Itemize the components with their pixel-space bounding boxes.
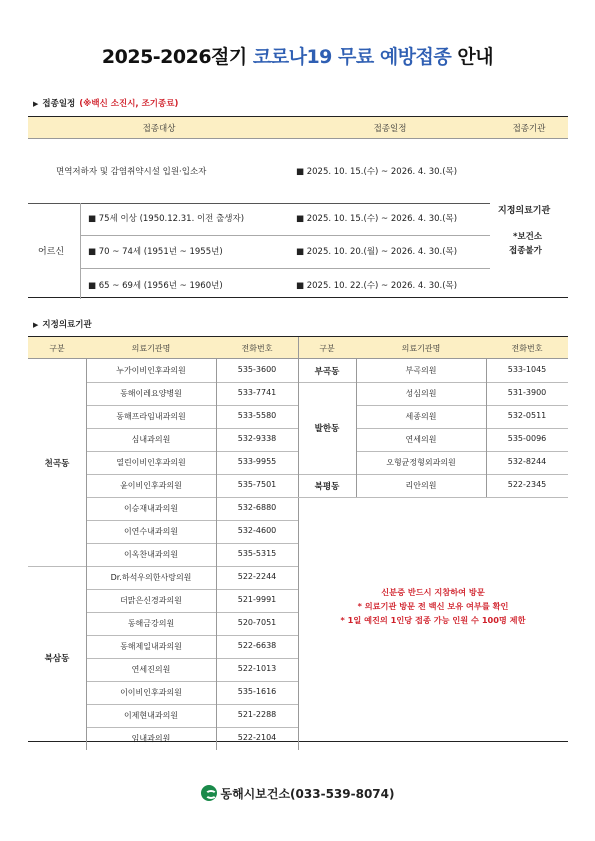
header-district-right: 구분 — [319, 344, 335, 353]
triangle-right-icon: ▶ — [33, 100, 39, 108]
district-label: 북평동 — [314, 481, 340, 492]
clinic-phone: 522-6638 — [237, 641, 277, 650]
header-institution: 접종기관 — [512, 124, 546, 134]
schedule-row-4-target: ■ 65 ~ 69세 (1956년 ~ 1960년) — [88, 281, 223, 291]
column-divider — [86, 359, 87, 750]
page-title — [0, 42, 595, 69]
footer — [0, 785, 595, 802]
table-row — [28, 589, 298, 612]
clinic-table — [28, 336, 568, 742]
clinic-phone: 532-9338 — [237, 434, 277, 443]
header-target: 접종대상 — [142, 124, 176, 134]
clinic-name: 동해금강의원 — [127, 619, 175, 628]
schedule-row-4-period: ■ 2025. 10. 22.(수) ~ 2026. 4. 30.(목) — [296, 281, 458, 291]
schedule-table-header — [28, 117, 568, 139]
clinic-name: 이제현내과의원 — [123, 711, 179, 720]
clinic-name: 임내과의원 — [131, 734, 171, 743]
schedule-row-2-target: ■ 75세 이상 (1950.12.31. 이전 출생자) — [88, 214, 245, 224]
table-row — [28, 704, 298, 727]
row-divider — [298, 497, 568, 498]
clinic-phone: 521-2288 — [237, 710, 277, 719]
clinic-name: 이이비인후과의원 — [120, 688, 182, 697]
header-phone-left: 전화번호 — [241, 344, 273, 353]
footer-text: 동해시보건소(033-539-8074) — [220, 787, 395, 801]
district-label: 발한동 — [314, 424, 340, 434]
health-center-logo-icon — [201, 785, 217, 801]
triangle-right-icon: ▶ — [33, 321, 39, 329]
schedule-section-heading — [33, 97, 178, 109]
schedule-row-1-target: 면역저하자 및 감염취약시설 입원·입소자 — [56, 167, 207, 177]
clinic-name: Dr.하석우의한사랑의원 — [110, 573, 192, 582]
clinic-phone: 535-3600 — [237, 365, 277, 374]
clinic-name: 동해제일내과의원 — [120, 642, 182, 651]
clinic-name: 이승재내과의원 — [123, 504, 179, 513]
clinic-phone: 533-1045 — [507, 365, 547, 374]
header-clinic-name-right: 의료기관명 — [401, 344, 441, 353]
clinic-name: 윤이비인후과의원 — [120, 481, 182, 490]
clinic-name: 리안의원 — [405, 481, 437, 490]
schedule-table — [28, 116, 568, 298]
schedule-heading-note: (※백신 소진시, 조기종료) — [79, 99, 179, 109]
clinic-phone: 522-1013 — [237, 664, 277, 673]
table-row — [28, 497, 298, 520]
column-divider — [356, 359, 357, 497]
clinic-name: 더맑은신경과의원 — [120, 596, 182, 605]
clinic-name: 오형균정형외과의원 — [386, 458, 456, 467]
header-phone-right: 전화번호 — [511, 344, 543, 353]
table-row — [28, 543, 298, 566]
clinic-section-heading — [33, 318, 92, 330]
notice-line-2: * 의료기관 방문 전 백신 보유 여부를 확인 — [357, 601, 509, 611]
table-row — [28, 474, 298, 497]
schedule-row-3-period: ■ 2025. 10. 20.(월) ~ 2026. 4. 30.(목) — [296, 247, 458, 257]
schedule-group-elderly: 어르신 — [38, 247, 65, 257]
clinic-phone: 522-2345 — [507, 480, 547, 489]
table-row — [28, 382, 298, 405]
column-divider — [298, 337, 299, 750]
table-row — [298, 451, 568, 474]
title-part1: 2025-2026절기 — [101, 46, 253, 68]
clinic-phone: 535-7501 — [237, 480, 277, 489]
table-row — [28, 405, 298, 428]
clinic-phone: 521-9991 — [237, 595, 277, 604]
clinic-name: 이연수내과의원 — [123, 527, 179, 536]
clinic-phone: 520-7051 — [237, 618, 277, 627]
schedule-divider — [80, 235, 490, 236]
clinic-phone: 522-2104 — [237, 733, 277, 742]
clinic-phone: 532-0511 — [507, 411, 547, 420]
clinic-name: 연세의원 — [405, 435, 437, 444]
clinic-name: 부곡의원 — [405, 366, 437, 375]
header-period: 접종일정 — [373, 124, 407, 134]
clinic-name: 연세진의원 — [131, 665, 171, 674]
notice-line-3: * 1일 예진의 1인당 접종 가능 인원 수 100명 제한 — [340, 615, 526, 625]
schedule-row-3-target: ■ 70 ~ 74세 (1951년 ~ 1955년) — [88, 247, 223, 257]
clinic-heading-text: 지정의료기관 — [42, 320, 92, 330]
clinic-phone: 532-4600 — [237, 526, 277, 535]
table-row — [28, 566, 298, 589]
schedule-heading-text: 접종일정 — [42, 99, 76, 109]
header-district-left: 구분 — [49, 344, 65, 353]
clinic-phone: 533-5580 — [237, 411, 277, 420]
table-row — [28, 612, 298, 635]
clinic-name: 동해프라임내과의원 — [116, 412, 186, 421]
clinic-phone: 531-3900 — [507, 388, 547, 397]
table-row — [28, 727, 298, 750]
schedule-institution: 지정의료기관 — [498, 206, 551, 216]
district-label: 천곡동 — [44, 458, 70, 469]
title-part2: 안내 — [451, 46, 494, 68]
clinic-name: 심내과의원 — [131, 435, 171, 444]
schedule-divider — [80, 268, 490, 269]
schedule-row-2-period: ■ 2025. 10. 15.(수) ~ 2026. 4. 30.(목) — [296, 214, 458, 224]
notice-line-1: 신분증 반드시 지참하여 방문 — [381, 587, 485, 597]
clinic-phone: 535-1616 — [237, 687, 277, 696]
clinic-notice — [298, 585, 568, 627]
column-divider — [486, 359, 487, 497]
schedule-divider — [28, 203, 490, 204]
table-row — [28, 681, 298, 704]
schedule-institution-note-2: 접종불가 — [509, 246, 542, 256]
column-divider — [216, 359, 217, 750]
table-row — [298, 382, 568, 405]
clinic-phone: 532-6880 — [237, 503, 277, 512]
clinic-phone: 533-7741 — [237, 388, 277, 397]
table-row — [28, 428, 298, 451]
clinic-name: 누가이비인후과의원 — [116, 366, 186, 375]
title-highlight: 코로나19 무료 예방접종 — [252, 46, 452, 68]
clinic-name: 세종의원 — [405, 412, 437, 421]
clinic-phone: 532-8244 — [507, 457, 547, 466]
clinic-name: 성심의원 — [405, 389, 437, 398]
table-row — [28, 359, 298, 382]
header-clinic-name-left: 의료기관명 — [131, 344, 171, 353]
clinic-phone: 535-0096 — [507, 434, 547, 443]
district-label: 부곡동 — [314, 366, 340, 377]
clinic-phone: 522-2244 — [237, 572, 277, 581]
clinic-phone: 533-9955 — [237, 457, 277, 466]
clinic-phone: 535-5315 — [237, 549, 277, 558]
clinic-name: 이옥찬내과의원 — [123, 550, 179, 559]
district-label: 북삼동 — [44, 654, 70, 664]
clinic-name: 열린이비인후과의원 — [116, 458, 186, 467]
table-row — [28, 520, 298, 543]
schedule-row-1-period: ■ 2025. 10. 15.(수) ~ 2026. 4. 30.(목) — [296, 167, 458, 177]
schedule-institution-note-1: *보건소 — [513, 232, 543, 242]
schedule-group-divider — [80, 203, 81, 299]
clinic-name: 동해이레요양병원 — [120, 389, 182, 398]
